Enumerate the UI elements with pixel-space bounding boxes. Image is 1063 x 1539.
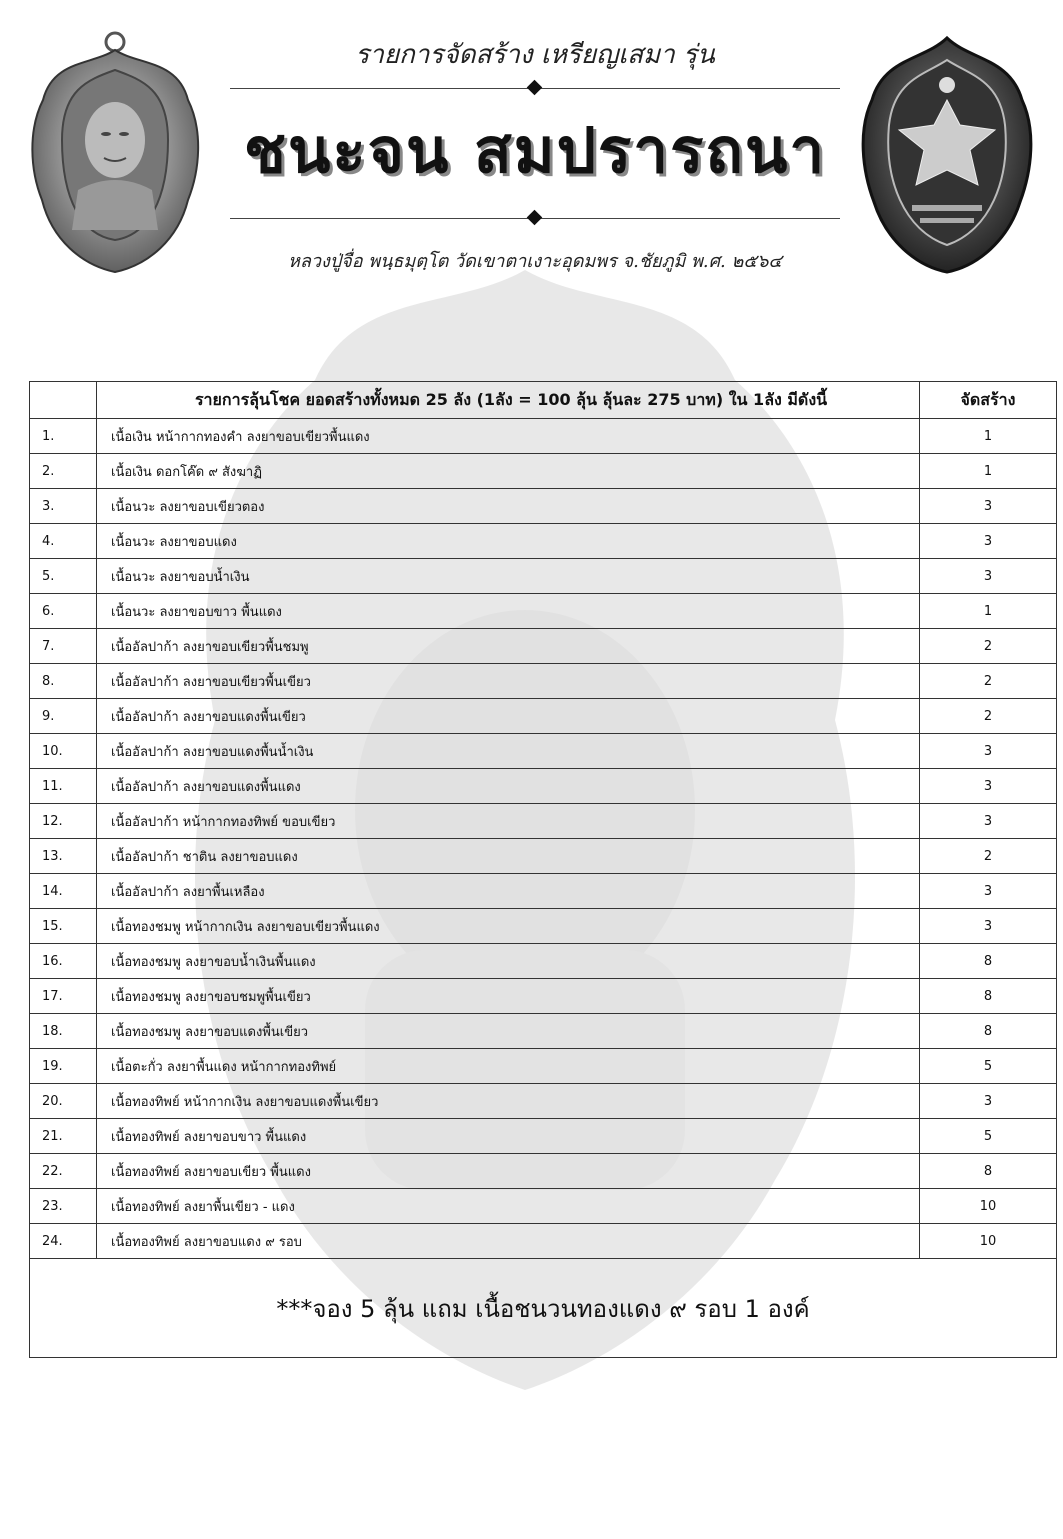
row-quantity: 3 <box>920 909 1057 944</box>
row-description: เนื้อนวะ ลงยาขอบน้ำเงิน <box>97 559 920 594</box>
table-row <box>30 839 1057 874</box>
row-number: 19. <box>30 1049 97 1084</box>
diamond-ornament-icon <box>527 80 543 96</box>
header-description-cell: รายการลุ้นโชค ยอดสร้างทั้งหมด 25 ลัง (1ลัง = 100 ลุ้น ลุ้นละ 275 บาท) ใน 1ลัง มีดังนี้ <box>97 382 920 419</box>
table-row <box>30 594 1057 629</box>
row-quantity: 8 <box>920 979 1057 1014</box>
row-quantity: 3 <box>920 734 1057 769</box>
table-row <box>30 874 1057 909</box>
table-row <box>30 944 1057 979</box>
row-quantity: 2 <box>920 839 1057 874</box>
row-quantity: 1 <box>920 419 1057 454</box>
row-number: 4. <box>30 524 97 559</box>
row-quantity: 3 <box>920 769 1057 804</box>
table-footer-row <box>30 1259 1057 1358</box>
table-row <box>30 629 1057 664</box>
row-number: 10. <box>30 734 97 769</box>
row-number: 22. <box>30 1154 97 1189</box>
row-quantity: 2 <box>920 664 1057 699</box>
row-quantity: 3 <box>920 524 1057 559</box>
row-quantity: 3 <box>920 874 1057 909</box>
monk-medallion-image <box>28 30 203 275</box>
table-row <box>30 734 1057 769</box>
row-quantity: 3 <box>920 804 1057 839</box>
table-row <box>30 419 1057 454</box>
row-description: เนื้อทองทิพย์ ลงยาขอบขาว พื้นแดง <box>97 1119 920 1154</box>
table-row <box>30 489 1057 524</box>
row-number: 18. <box>30 1014 97 1049</box>
temple-subtitle: หลวงปู่จื่อ พนฺธมุตฺโต วัดเขาตาเงาะอุดมพร จ.ชัยภูมิ พ.ศ. ๒๕๖๔ <box>287 251 783 272</box>
row-quantity: 8 <box>920 944 1057 979</box>
row-quantity: 1 <box>920 594 1057 629</box>
row-description: เนื้อทองชมพู ลงยาขอบน้ำเงินพื้นแดง <box>97 944 920 979</box>
garuda-medallion-image <box>860 30 1035 275</box>
page-title: ชนะจน สมปรารถนา <box>243 114 827 187</box>
row-number: 15. <box>30 909 97 944</box>
row-description: เนื้อทองชมพู หน้ากากเงิน ลงยาขอบเขียวพื้นแดง <box>97 909 920 944</box>
row-description: เนื้ออัลปาก้า ลงยาขอบเขียวพื้นเขียว <box>97 664 920 699</box>
promotion-note: ***จอง 5 ลุ้น แถม เนื้อชนวนทองแดง ๙ รอบ 1 องค์ <box>30 1259 1057 1358</box>
table-row <box>30 699 1057 734</box>
row-quantity: 2 <box>920 699 1057 734</box>
table-row <box>30 664 1057 699</box>
table-row <box>30 559 1057 594</box>
row-number: 17. <box>30 979 97 1014</box>
table-row <box>30 804 1057 839</box>
row-number: 5. <box>30 559 97 594</box>
row-description: เนื้อทองทิพย์ หน้ากากเงิน ลงยาขอบแดงพื้นเขียว <box>97 1084 920 1119</box>
table-row <box>30 909 1057 944</box>
row-quantity: 10 <box>920 1189 1057 1224</box>
row-quantity: 3 <box>920 559 1057 594</box>
row-number: 20. <box>30 1084 97 1119</box>
row-number: 16. <box>30 944 97 979</box>
row-quantity: 5 <box>920 1119 1057 1154</box>
table-row <box>30 1224 1057 1259</box>
table-row <box>30 979 1057 1014</box>
row-description: เนื้อเงิน หน้ากากทองคำ ลงยาขอบเขียวพื้นแดง <box>97 419 920 454</box>
document-subheading: รายการจัดสร้าง เหรียญเสมา รุ่น <box>355 40 715 70</box>
row-description: เนื้ออัลปาก้า หน้ากากทองทิพย์ ขอบเขียว <box>97 804 920 839</box>
row-number: 23. <box>30 1189 97 1224</box>
row-number: 7. <box>30 629 97 664</box>
row-number: 14. <box>30 874 97 909</box>
row-description: เนื้อทองทิพย์ ลงยาพื้นเขียว - แดง <box>97 1189 920 1224</box>
row-number: 6. <box>30 594 97 629</box>
items-table <box>29 381 1057 1358</box>
row-description: เนื้อทองทิพย์ ลงยาขอบแดง ๙ รอบ <box>97 1224 920 1259</box>
row-number: 2. <box>30 454 97 489</box>
header-quantity-cell: จัดสร้าง <box>920 382 1057 419</box>
row-description: เนื้อทองชมพู ลงยาขอบแดงพื้นเขียว <box>97 1014 920 1049</box>
header-number-cell <box>30 382 97 419</box>
table-row <box>30 769 1057 804</box>
row-quantity: 8 <box>920 1014 1057 1049</box>
row-quantity: 3 <box>920 1084 1057 1119</box>
row-description: เนื้อทองชมพู ลงยาขอบชมพูพื้นเขียว <box>97 979 920 1014</box>
table-row <box>30 1189 1057 1224</box>
row-quantity: 10 <box>920 1224 1057 1259</box>
row-description: เนื้อเงิน ดอกโค๊ด ๙ สังฆาฏิ <box>97 454 920 489</box>
row-description: เนื้อนวะ ลงยาขอบแดง <box>97 524 920 559</box>
row-description: เนื้ออัลปาก้า ลงยาขอบเขียวพื้นชมพู <box>97 629 920 664</box>
row-description: เนื้ออัลปาก้า ลงยาพื้นเหลือง <box>97 874 920 909</box>
row-description: เนื้อทองทิพย์ ลงยาขอบเขียว พื้นแดง <box>97 1154 920 1189</box>
table-row <box>30 524 1057 559</box>
row-description: เนื้อนวะ ลงยาขอบขาว พื้นแดง <box>97 594 920 629</box>
row-number: 1. <box>30 419 97 454</box>
diamond-ornament-icon <box>527 210 543 226</box>
table-row <box>30 1084 1057 1119</box>
document-header <box>0 0 1063 300</box>
row-description: เนื้อนวะ ลงยาขอบเขียวตอง <box>97 489 920 524</box>
row-number: 3. <box>30 489 97 524</box>
row-number: 13. <box>30 839 97 874</box>
row-description: เนื้ออัลปาก้า ชาติน ลงยาขอบแดง <box>97 839 920 874</box>
table-row <box>30 1049 1057 1084</box>
table-row <box>30 1154 1057 1189</box>
row-number: 9. <box>30 699 97 734</box>
row-description: เนื้ออัลปาก้า ลงยาขอบแดงพื้นเขียว <box>97 699 920 734</box>
row-number: 21. <box>30 1119 97 1154</box>
row-number: 24. <box>30 1224 97 1259</box>
row-quantity: 2 <box>920 629 1057 664</box>
row-description: เนื้ออัลปาก้า ลงยาขอบแดงพื้นน้ำเงิน <box>97 734 920 769</box>
row-quantity: 1 <box>920 454 1057 489</box>
table-row <box>30 1119 1057 1154</box>
row-quantity: 3 <box>920 489 1057 524</box>
row-number: 12. <box>30 804 97 839</box>
row-quantity: 5 <box>920 1049 1057 1084</box>
row-number: 11. <box>30 769 97 804</box>
table-header-row <box>30 382 1057 419</box>
table-row <box>30 1014 1057 1049</box>
table-row <box>30 454 1057 489</box>
row-description: เนื้ออัลปาก้า ลงยาขอบแดงพื้นแดง <box>97 769 920 804</box>
row-quantity: 8 <box>920 1154 1057 1189</box>
row-description: เนื้อตะกั่ว ลงยาพื้นแดง หน้ากากทองทิพย์ <box>97 1049 920 1084</box>
row-number: 8. <box>30 664 97 699</box>
